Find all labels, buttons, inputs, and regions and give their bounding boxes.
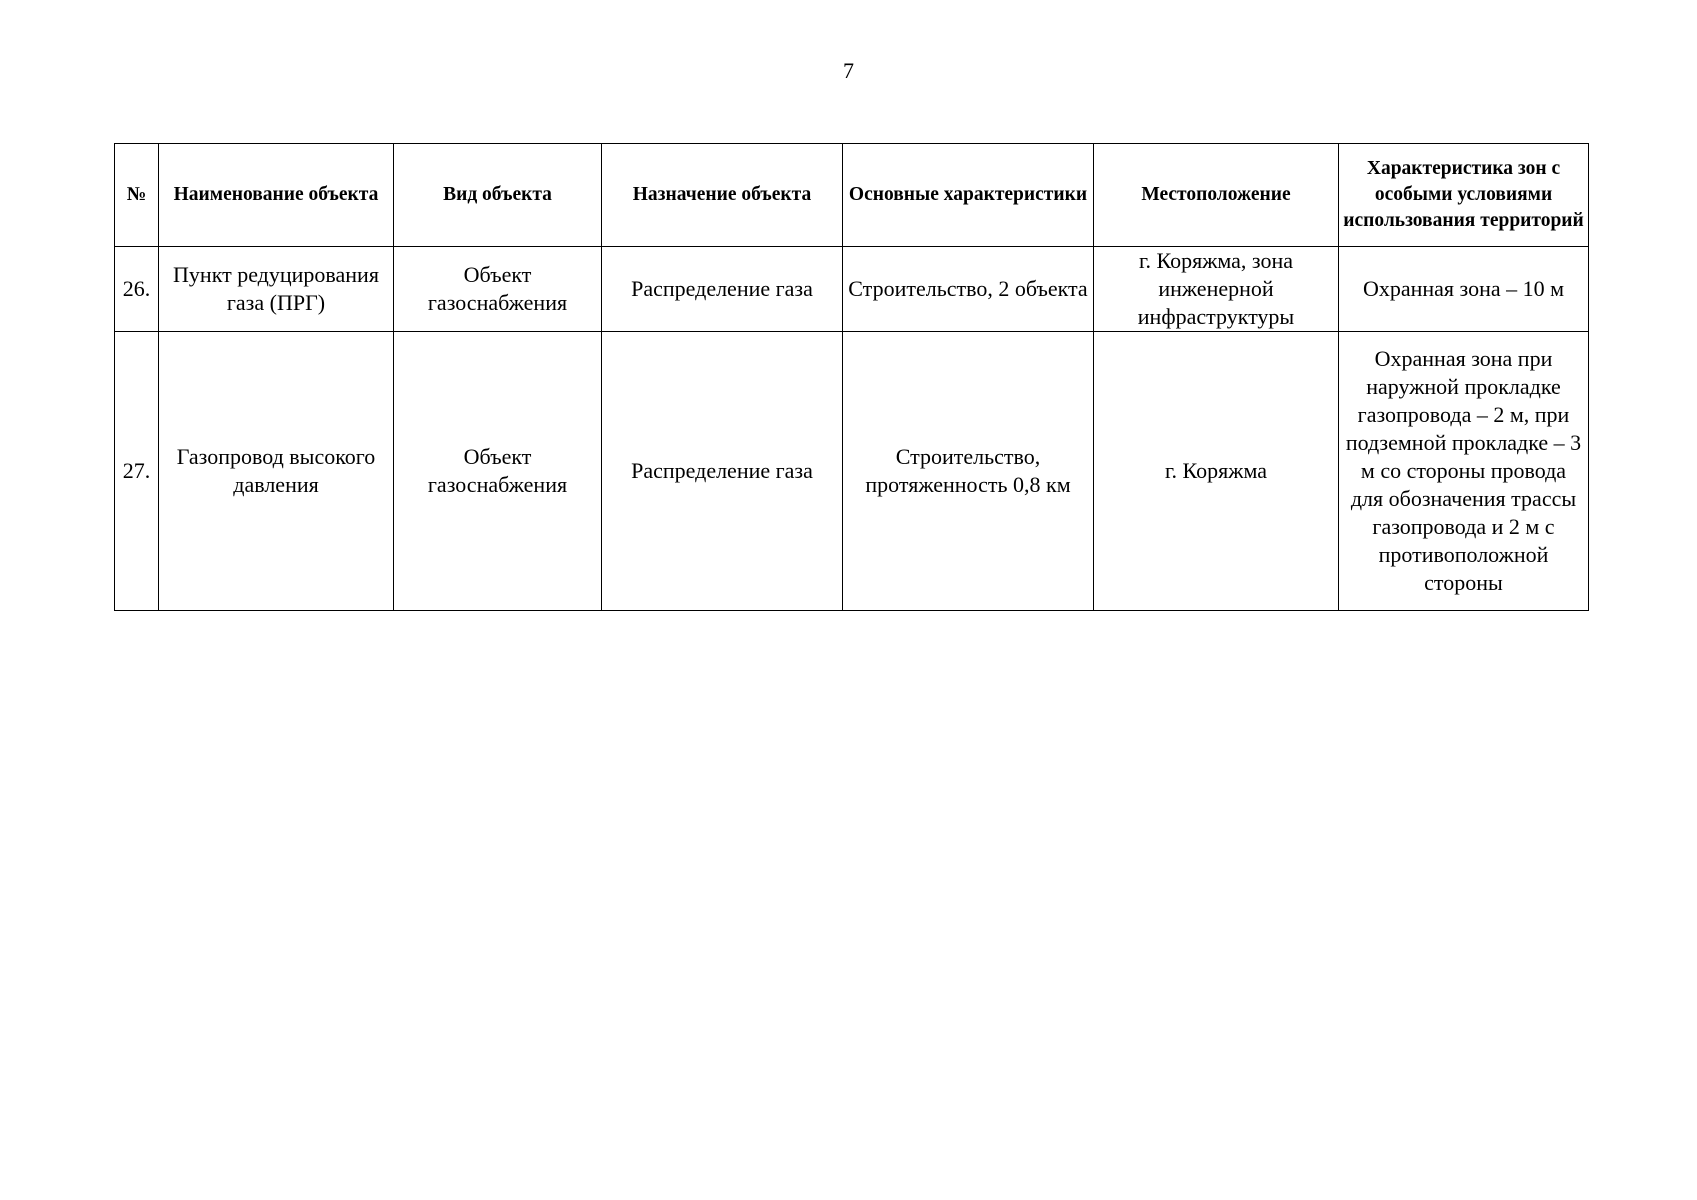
row-number: 27. xyxy=(115,332,159,611)
header-number: № xyxy=(115,144,159,247)
object-purpose-cell: Распределение газа xyxy=(602,332,843,611)
header-object-name: Наименование объекта xyxy=(159,144,394,247)
object-type-cell: Объект газоснабжения xyxy=(394,332,602,611)
zone-cell: Охранная зона при наружной прокладке газопровода – 2 м, при подземной прокладке – 3 м со стороны провода для обозначения трассы газопровода и 2 м с противоположной стороны xyxy=(1339,332,1589,611)
page-number: 7 xyxy=(843,58,854,83)
header-main-characteristics: Основные характеристики xyxy=(843,144,1094,247)
characteristics-cell: Строительство, протяженность 0,8 км xyxy=(843,332,1094,611)
object-purpose-cell: Распределение газа xyxy=(602,247,843,332)
object-name-cell: Газопровод высокого давления xyxy=(159,332,394,611)
header-object-type: Вид объекта xyxy=(394,144,602,247)
header-location: Местоположение xyxy=(1094,144,1339,247)
table-row xyxy=(115,247,1589,332)
zone-cell: Охранная зона – 10 м xyxy=(1339,247,1589,332)
table-header-row xyxy=(115,144,1589,247)
row-number: 26. xyxy=(115,247,159,332)
header-object-purpose: Назначение объекта xyxy=(602,144,843,247)
location-cell: г. Коряжма, зона инженерной инфраструктуры xyxy=(1094,247,1339,332)
location-cell: г. Коряжма xyxy=(1094,332,1339,611)
objects-table xyxy=(114,143,1589,611)
header-zone-characteristics: Характеристика зон с особыми условиями использования территорий xyxy=(1339,144,1589,247)
object-type-cell: Объект газоснабжения xyxy=(394,247,602,332)
object-name-cell: Пункт редуцирования газа (ПРГ) xyxy=(159,247,394,332)
table-row xyxy=(115,332,1589,611)
characteristics-cell: Строительство, 2 объекта xyxy=(843,247,1094,332)
